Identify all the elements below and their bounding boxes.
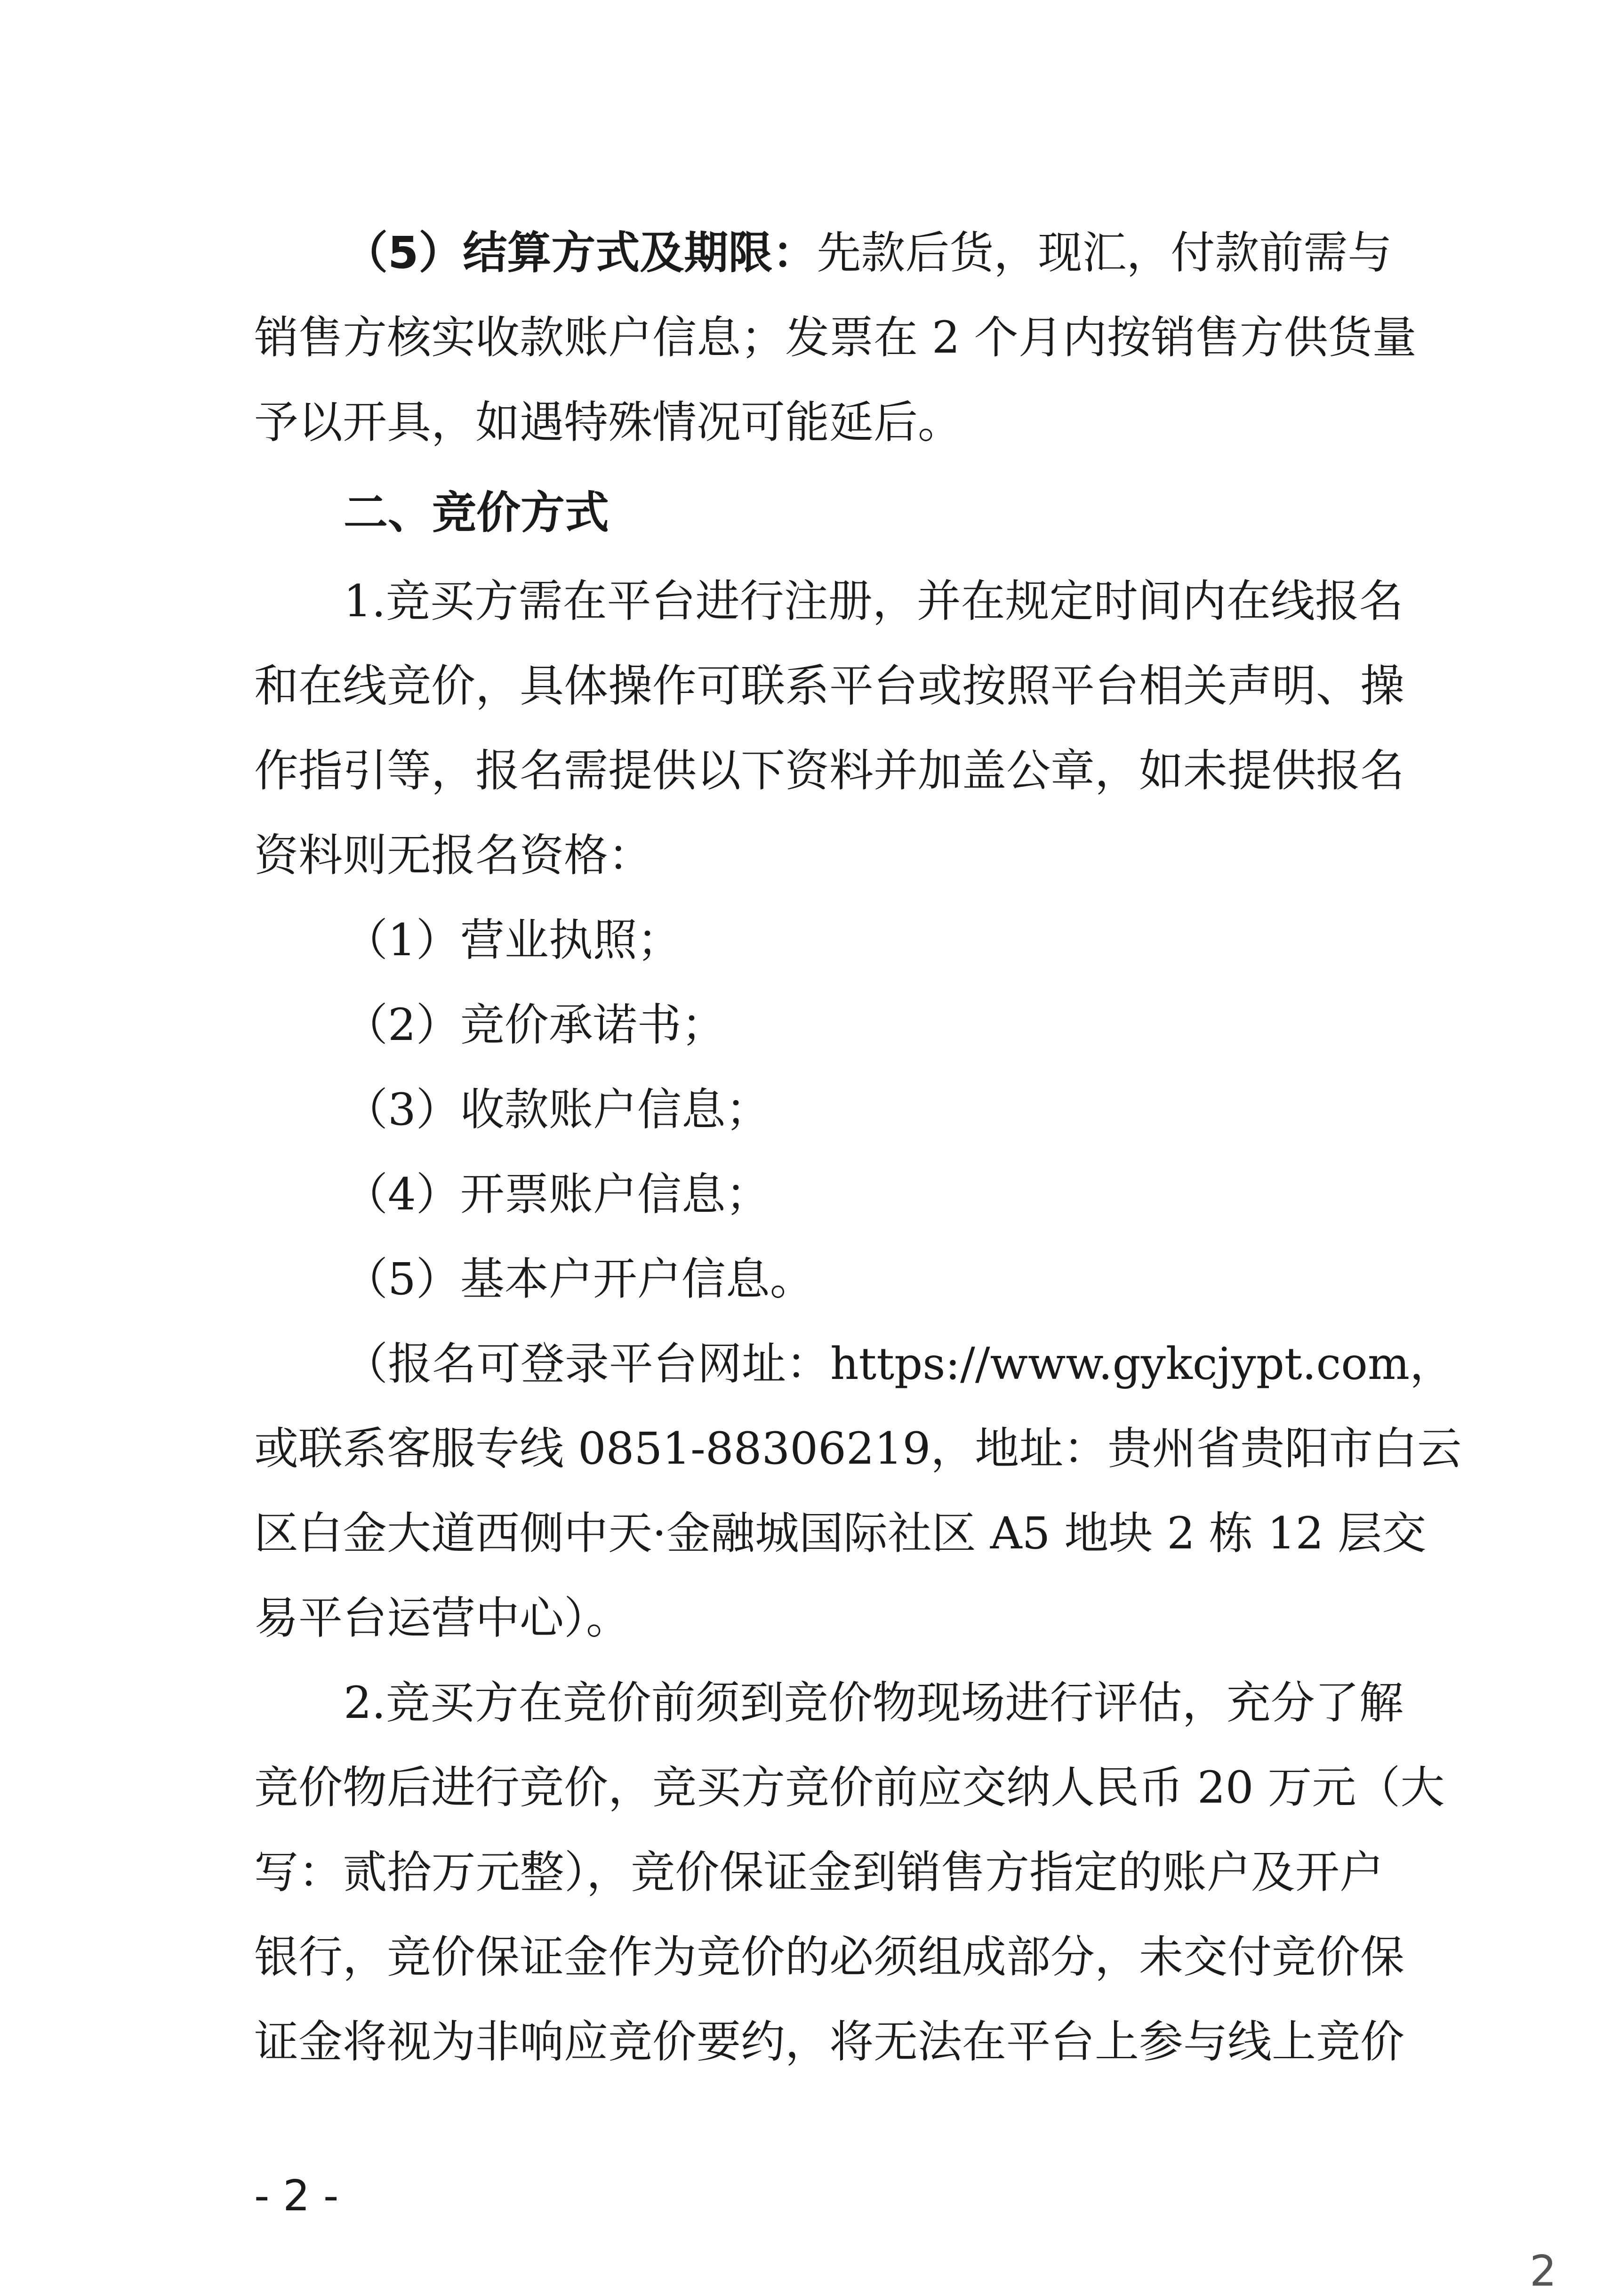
settlement-label: （5）结算方式及期限： — [344, 227, 817, 279]
material-item: （1）营业执照； — [344, 915, 682, 966]
item2-line-4: 银行，竞价保证金作为竞价的必须组成部分，未交付竞价保 — [254, 1932, 1405, 1983]
item1-line-1: 1.竞买方需在平台进行注册，并在规定时间内在线报名 — [344, 576, 1403, 627]
contact-line-4: 易平台运营中心）。 — [254, 1593, 631, 1644]
settlement-text: 先款后货，现汇，付款前需与 — [817, 227, 1392, 279]
item1-line-3: 作指引等，报名需提供以下资料并加盖公章，如未提供报名 — [254, 745, 1405, 797]
material-item: （3）收款账户信息； — [344, 1084, 770, 1136]
corner-mark: 2 — [1530, 2247, 1557, 2296]
item2-line-1: 2.竞买方在竞价前须到竞价物现场进行评估，充分了解 — [344, 1677, 1403, 1729]
item1-line-2: 和在线竞价，具体操作可联系平台或按照平台相关声明、操 — [254, 661, 1405, 712]
item2-line-3: 写：贰拾万元整），竞价保证金到销售方指定的账户及开户 — [254, 1847, 1384, 1898]
page-number: - 2 - — [254, 2171, 339, 2221]
item1-line-4: 资料则无报名资格： — [254, 830, 653, 881]
material-item: （5）基本户开户信息。 — [344, 1254, 814, 1305]
contact-line-3: 区白金大道西侧中天·金融城国际社区 A5 地块 2 栋 12 层交 — [254, 1508, 1427, 1559]
item2-line-2: 竞价物后进行竞价，竞买方竞价前应交纳人民币 20 万元（大 — [254, 1762, 1445, 1813]
material-item: （4）开票账户信息； — [344, 1169, 770, 1220]
settlement-line-1 — [344, 225, 1392, 282]
settlement-line-3: 予以开具，如遇特殊情况可能延后。 — [254, 397, 962, 448]
section-heading: 二、竞价方式 — [344, 487, 610, 539]
settlement-line-2: 销售方核实收款账户信息；发票在 2 个月内按销售方供货量 — [254, 312, 1417, 363]
contact-line-1: （报名可登录平台网址：https://www.gykcjypt.com， — [344, 1338, 1454, 1390]
material-item: （2）竞价承诺书； — [344, 999, 726, 1051]
item2-line-5: 证金将视为非响应竞价要约，将无法在平台上参与线上竞价 — [254, 2016, 1405, 2068]
contact-line-2: 或联系客服专线 0851-88306219，地址：贵州省贵阳市白云 — [254, 1423, 1462, 1474]
